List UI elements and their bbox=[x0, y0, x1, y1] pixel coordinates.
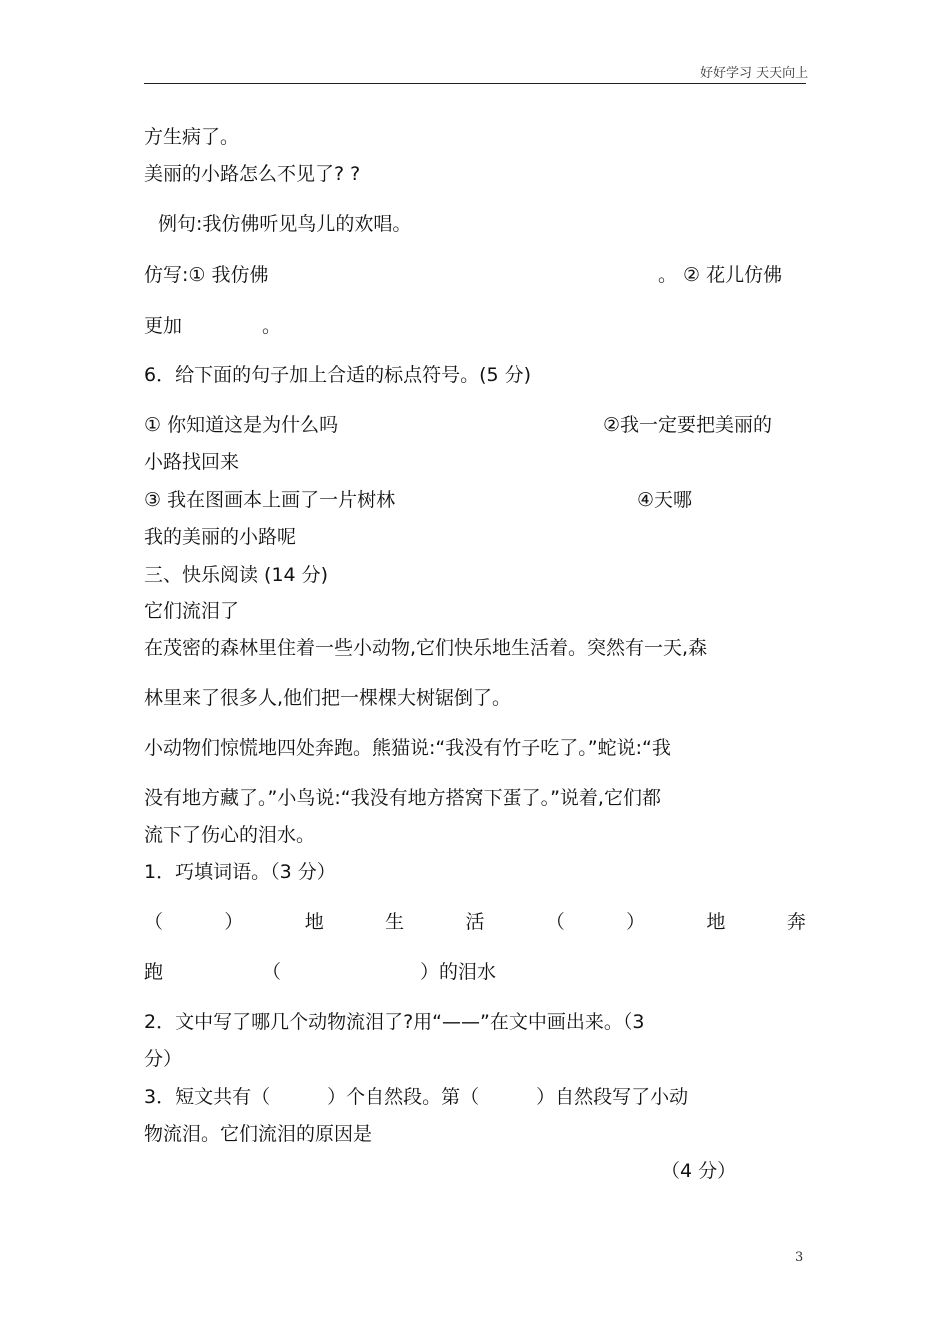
imitation-prompt-c: 更加 bbox=[144, 315, 183, 337]
passage-title: 它们流泪了 bbox=[144, 600, 240, 622]
text-line-1: 方生病了。 bbox=[144, 126, 240, 148]
fill-word-char: 地 bbox=[304, 911, 324, 933]
text-line-2: 美丽的小路怎么不见了? ? bbox=[144, 163, 361, 185]
fill-word-char: 地 bbox=[706, 911, 726, 933]
question-2-heading: 2．文中写了哪几个动物流泪了?用“——”在文中画出来。（3 bbox=[144, 1011, 645, 1033]
passage-line-3: 小动物们惊慌地四处奔跑。熊猫说:“我没有竹子吃了。”蛇说:“我 bbox=[144, 737, 671, 759]
section-3-heading: 三、快乐阅读 (14 分) bbox=[144, 564, 329, 586]
fill-bracket-open: （ bbox=[144, 911, 164, 933]
passage-line-5: 流下了伤心的泪水。 bbox=[144, 824, 316, 846]
passage-line-4: 没有地方藏了。”小鸟说:“我没有地方搭窝下蛋了。”说着,它们都 bbox=[144, 787, 661, 809]
punct-item-4: ④天哪 bbox=[637, 489, 693, 511]
fill-word-char: 生 bbox=[385, 911, 405, 933]
fill-word-char: 奔 bbox=[786, 911, 806, 933]
fill-word-char: 活 bbox=[465, 911, 485, 933]
imitation-prompt-b: 。 ② 花儿仿佛 bbox=[658, 264, 783, 286]
fill-words-tail: ）的泪水 bbox=[420, 961, 497, 983]
fill-bracket-close: ） bbox=[224, 911, 244, 933]
passage-line-2: 林里来了很多人,他们把一棵棵大树锯倒了。 bbox=[144, 687, 512, 709]
question-2-cont: 分） bbox=[144, 1048, 183, 1070]
fill-bracket-open: （ bbox=[262, 961, 282, 983]
fill-words-row bbox=[144, 910, 806, 934]
punct-item-2: ②我一定要把美丽的 bbox=[603, 414, 773, 436]
header-rule bbox=[144, 83, 806, 84]
imitation-end: 。 bbox=[262, 315, 282, 337]
punct-item-4-cont: 我的美丽的小路呢 bbox=[144, 526, 297, 548]
question-1-heading: 1．巧填词语。（3 分） bbox=[144, 861, 336, 883]
question-6-heading: 6．给下面的句子加上合适的标点符号。(5 分) bbox=[144, 364, 532, 386]
fill-bracket-close: ） bbox=[626, 911, 646, 933]
punct-item-2-cont: 小路找回来 bbox=[144, 451, 240, 473]
punct-item-1: ① 你知道这是为什么吗 bbox=[144, 414, 339, 436]
fill-words-cont: 跑 bbox=[144, 961, 164, 983]
page-header: 好好学习 天天向上 bbox=[700, 66, 809, 81]
example-sentence: 例句:我仿佛听见鸟儿的欢唱。 bbox=[158, 213, 412, 235]
question-3-cont: 物流泪。它们流泪的原因是 bbox=[144, 1123, 373, 1145]
fill-bracket-open: （ bbox=[545, 911, 565, 933]
passage-line-1: 在茂密的森林里住着一些小动物,它们快乐地生活着。突然有一天,森 bbox=[144, 637, 708, 659]
imitation-prompt-a: 仿写:① 我仿佛 bbox=[144, 264, 269, 286]
question-3-points: （4 分） bbox=[661, 1160, 737, 1182]
question-3-heading: 3．短文共有（ ）个自然段。第（ ）自然段写了小动 bbox=[144, 1086, 689, 1108]
page-number: 3 bbox=[795, 1250, 804, 1265]
punct-item-3: ③ 我在图画本上画了一片树林 bbox=[144, 489, 396, 511]
